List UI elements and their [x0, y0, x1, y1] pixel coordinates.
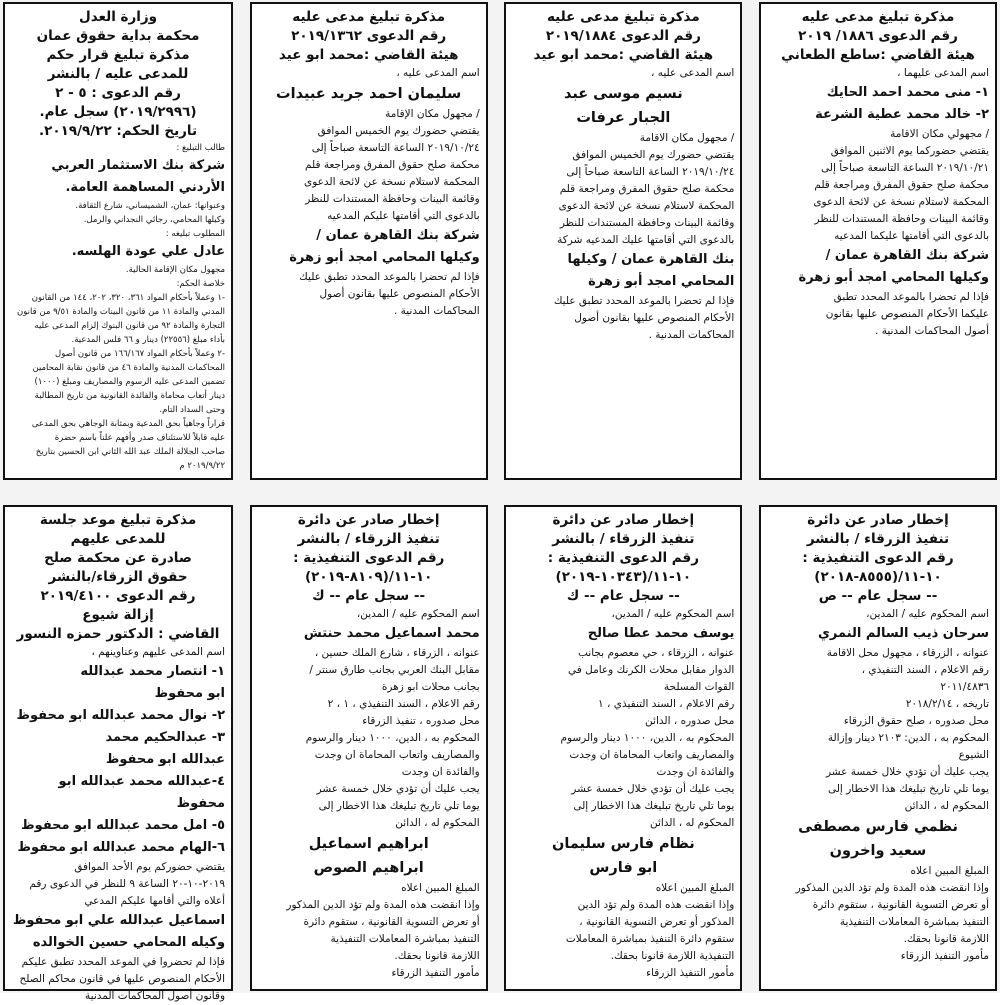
bottom-notice-0 [759, 505, 997, 991]
notice-line: التنفيذ بمباشرة المعاملات التنفيذية [839, 916, 989, 928]
notice-heading: تنفيذ الزرقاء / بالنشر [297, 531, 440, 547]
notice-line: الأحكام المنصوص عليها في قانون محاكم الصلح [19, 973, 226, 985]
notice-line: المحكوم له ، الدائن [649, 817, 735, 829]
notice-heading: حقوق الزرقاء/بالنشر [48, 569, 188, 585]
notice-line: اللازمة قانونا بحقك. [903, 933, 989, 945]
top-notices-row [0, 2, 1000, 480]
notice-line: اللازمة قانونا بحقك. [394, 950, 480, 962]
notice-line: محكمة صلح حقوق المفرق ومراجعة قلم [559, 183, 735, 195]
notice-heading: مذكرة تبليغ مدعى عليه [801, 9, 955, 25]
notice-line: يقتضي حضورك يوم الخميس الموافق [317, 125, 480, 137]
notice-name: ٦-الهام محمد عبدالله ابو محفوظ [17, 840, 226, 855]
notice-line: طالب التبليغ : [176, 143, 226, 153]
notice-line: مقابل البنك العربي بجانب طارق سنتر / [309, 664, 480, 676]
notice-line: المحاكمات المدنية . [393, 305, 480, 317]
notice-line: بالدعوى التي أقامتها عليكما المدعيه [834, 230, 989, 242]
notice-line: فإذا لم تحضرا بالموعد المحدد تطبق [833, 291, 989, 303]
notice-name: ١- انتصار محمد عبدالله [80, 664, 226, 679]
notice-line: المذكور أو تعرض التسوية القانونية ، [579, 916, 735, 928]
notice-name: سرحان ذيب السالم النمري [818, 626, 989, 641]
notice-name: ابراهيم اسماعيل [308, 836, 429, 852]
notice-heading: هيئة القاضي :محمد ابو عيد [533, 47, 714, 63]
notice-line: عنوانه ، الزرقاء ، شارع الملك حسين ، [314, 647, 480, 659]
notice-line: رقم الاعلام ، السند التنفيذي ، ١ [598, 698, 735, 710]
notice-name: ابو فارس [589, 860, 658, 876]
notice-heading: ١٠-١١/(٨١٠٩-٢٠١٩) [304, 569, 433, 585]
notice-heading: رقم الدعوى التنفيذية : [802, 550, 954, 566]
notice-name: نظمي فارس مصطفى [798, 819, 958, 835]
notice-line: ٢٠١٩/١٠/٢٤ الساعة التاسعة صباحاً إلى [311, 142, 480, 154]
notice-line: محل صدوره ، الدائن [645, 715, 735, 727]
notice-line: فإذا لم تحضروا في الموعد المحدد تطبق عليكم [21, 956, 226, 968]
notice-heading: تاريخ الحكم: ٢٠١٩/٩/٢٢. [39, 123, 198, 139]
notice-line: القوات المسلحة [663, 681, 735, 693]
notice-heading: القاضي : الدكتور حمزه النسور [16, 626, 220, 642]
notice-name: يوسف محمد عطا صالح [587, 626, 735, 641]
notice-line: رقم الاعلام ، السند التنفيذي ، [861, 664, 989, 676]
notice-heading: -- سجل عام -- ك [312, 588, 426, 604]
notice-heading: وزارة العدل [79, 9, 158, 25]
notice-line: اسم المحكوم عليه / المدين، [611, 608, 735, 620]
notice-name: عبدالله ابو محفوظ [105, 752, 226, 767]
notice-line: وقانون أصول المحاكمات المدنية [85, 990, 226, 1002]
notice-heading: مذكرة تبليغ مدعى عليه [292, 9, 446, 25]
notice-line: ٢٠١٩/١٠/٢٤ الساعة التاسعة صباحاً إلى [566, 166, 735, 178]
notice-name: بنك القاهرة عمان / وكيلها [567, 252, 735, 267]
notice-line: وقائمة البينات وحافظة المستندات للنظر [305, 193, 480, 205]
notice-line: بأداء مبلغ (٢٢٥٥٦) دينار و ٦٦ فلس المدعية. [71, 335, 226, 345]
notice-line: وقائمة البينات وحافظة المستندات للنظر [559, 217, 735, 229]
notice-name: وكيلها المحامي امجد أبو زهرة [798, 270, 989, 285]
notice-line: محل صدوره ، صلح حقوق الزرقاء [843, 715, 989, 727]
notice-name: ٤-عبدالله محمد عبدالله ابو محفوظ [58, 774, 226, 811]
notice-line: وإذا انقضت هذه المدة ولم تؤد الدين [577, 899, 735, 911]
notice-line: المحكمة لاستلام نسخة عن لائحة الدعوى [304, 176, 480, 188]
notice-line: / مجهول مكان الإقامة [385, 108, 480, 120]
notice-line: التجارة والمادة ٩٢ من قانون البنوك إلزام المدعى عليه [34, 321, 226, 331]
notice-name: ابراهيم الصوص [313, 860, 424, 876]
notice-line: الأحكام المنصوص عليها بقانون أصول [574, 312, 735, 324]
notice-line: المحكوم به ، الدين، ١٠٠٠ دينار والرسوم [560, 732, 735, 744]
notice-name: وكيله المحامي حسين الخوالده [32, 935, 226, 950]
notice-line: والفائدة ان وجدت [401, 766, 480, 778]
notice-name: اسماعيل عبدالله علي ابو محفوظ [12, 913, 226, 928]
notice-name: عادل علي عودة الهلسه. [71, 244, 226, 259]
notice-name: محمد اسماعيل محمد حنتش [303, 626, 480, 641]
top-notice-2 [250, 2, 488, 480]
notice-heading: مذكرة تبليغ قرار حكم [46, 47, 190, 63]
notice-line: أو تعرض التسوية القانونية ، ستقوم دائرة [812, 899, 989, 911]
top-notice-3 [3, 2, 233, 480]
notice-line: اسم المدعى عليه ، [396, 67, 480, 79]
notice-line: دينار أتعاب محاماة والفائدة القانونية من تاريخ المطالبة [34, 391, 226, 401]
notice-heading: مذكرة تبليغ موعد جلسة [39, 512, 197, 528]
notice-line: وإذا انقضت هذه المدة ولم تؤد الدين المذكور [795, 882, 989, 894]
notice-line: الأحكام المنصوص عليها بقانون أصول [319, 288, 480, 300]
notice-line: المحكمة لاستلام نسخة عن لائحة الدعوى [813, 196, 989, 208]
top-notice-0 [759, 2, 997, 480]
notice-line: يقتضي حضورك يوم الخميس الموافق [572, 149, 735, 161]
notice-name: شركة بنك القاهرة عمان / [825, 248, 989, 263]
notice-line: المبلغ المبين اعلاه [655, 882, 735, 894]
notice-line: مأمور التنفيذ الزرقاء [900, 950, 989, 962]
notice-heading: -- سجل عام -- ك [566, 588, 680, 604]
notice-line: محكمة صلح حقوق المفرق ومراجعة قلم [814, 179, 989, 191]
notice-line: والفائدة ان وجدت [656, 766, 735, 778]
notice-line: بالدعوى التي أقامتها عليك المدعيه شركة [557, 234, 735, 246]
notice-line: رقم الاعلام ، السند التنفيذي ، ١ ، ٢ [327, 698, 480, 710]
notice-heading: هيئة القاضي :ساطع الطعاني [781, 47, 975, 63]
notice-heading: رقم الدعوى : ٥ - ٢ [55, 85, 181, 101]
notice-heading: محكمة بداية حقوق عمان [36, 28, 200, 44]
notice-line: قراراً وجاهياً بحق المدعية وبمثابة الوجاهي بحق المدعى [31, 419, 226, 429]
notice-line: بالدعوى التي أقامتها عليكم المدعيه [327, 210, 480, 222]
notice-name: الجبار عرفات [576, 110, 671, 126]
notice-heading: رقم الدعوى التنفيذية : [293, 550, 445, 566]
notice-heading: مذكرة تبليغ مدعى عليه [546, 9, 700, 25]
notice-line: التنفيذ بمباشرة المعاملات التنفيذية [330, 933, 480, 945]
notice-heading: رقم الدعوى التنفيذية : [547, 550, 699, 566]
notice-heading: رقم الدعوى ٢٠١٩/١٣٦٢ [291, 28, 447, 44]
notice-line: الدوار مقابل محلات الكرنك وعامل في [568, 664, 735, 676]
notice-heading: رقم الدعوى ٢٠١٩/١٨٨٤ [545, 28, 701, 44]
notice-name: نسيم موسى عبد [563, 86, 683, 102]
notice-line: المحكوم به ، الدين: ٢١٠٣ دينار وإزالة [827, 732, 989, 744]
notice-line: محكمة صلح حقوق المفرق ومراجعة قلم [305, 159, 480, 171]
notice-name: ابو محفوظ [154, 686, 226, 701]
notice-line: فإذا لم تحضرا بالموعد المحدد تطبق عليك [299, 271, 480, 283]
notice-heading: إخطار صادر عن دائرة [297, 512, 440, 528]
notice-line: اسم المحكوم عليه / المدين، [356, 608, 480, 620]
notice-line: عليكما الأحكام المنصوص عليها بقانون [825, 308, 989, 320]
notice-name: شركة بنك الاستثمار العربي [51, 158, 226, 173]
notice-heading: إخطار صادر عن دائرة [807, 512, 949, 528]
notice-line: المحكوم له ، الدائن [395, 817, 480, 829]
notice-line: مأمور التنفيذ الزرقاء [646, 967, 735, 979]
notice-line: التنفيذية اللازمة قانونا بحقك. [610, 950, 735, 962]
notice-line: المحكوم به ، الدين، ١٠٠٠ دينار والرسوم [305, 732, 480, 744]
notice-line: المحاكمات المدنية . [648, 329, 735, 341]
notice-name: ١- منى محمد احمد الحايك [826, 85, 989, 100]
notice-line: فإذا لم تحضرا بالموعد المحدد تطبق عليك [553, 295, 735, 307]
notice-line: وكيلها المحامي، رجائي النجداني والرمل. [83, 215, 226, 225]
notice-line: أعلاه والتي أقامها عليكم المدعي [84, 895, 226, 907]
notice-heading: للمدعى عليهم [70, 531, 166, 547]
notice-line: اسم المحكوم عليه / المدين، [866, 608, 989, 620]
notice-line: المبلغ المبين اعلاه [910, 865, 989, 877]
notice-name: سعيد واخرون [829, 843, 927, 859]
notice-name: ٢- نوال محمد عبدالله ابو محفوظ [16, 708, 226, 723]
notice-line: خلاصة الحكم: [176, 279, 226, 289]
notice-line: الشيوع [958, 749, 989, 761]
notice-line: وقائمة البينات وحافظة المستندات للنظر [814, 213, 989, 225]
notice-line: يقتضي حضوركما يوم الاثنين الموافق [830, 145, 989, 157]
notice-line: المحكوم له ، الدائن [904, 800, 989, 812]
notice-heading: (٢٠١٩/٢٩٩٦) سجل عام. [39, 104, 197, 120]
notice-line: وحتى السداد التام. [159, 405, 226, 415]
notice-name: الأردني المساهمة العامة. [65, 180, 226, 195]
notice-name: ٢- خالد محمد عطية الشرعة [815, 107, 989, 122]
notice-line: بجانب محلات ابو زهرة [381, 681, 480, 693]
notice-heading: للمدعى عليه / بالنشر [47, 66, 189, 82]
notice-line: ٢٠١٩/٩/٢٢ م [179, 461, 226, 471]
notice-line: عنوانه ، الزرقاء ، حي معصوم بجانب [577, 647, 735, 659]
notice-line: وإذا انقضت هذه المدة ولم تؤد الدين المذكور [286, 899, 480, 911]
notice-name: سليمان احمد جريد عبيدات [276, 86, 462, 102]
notice-name: ٣- عبدالحكيم محمد [105, 730, 226, 745]
notice-line: اسم المدعى عليهما ، [897, 67, 989, 79]
notice-line: المدني والمادة ١١ من قانون البينات والمادة ٩/٥١ من قانون [17, 307, 226, 317]
notice-heading: تنفيذ الزرقاء / بالنشر [552, 531, 695, 547]
bottom-notice-1 [504, 505, 742, 991]
notice-line: عليه قابلاً للاستئناف صدر وأفهم علناً باسم حضرة [54, 433, 226, 443]
notice-line: وعنوانها: عمان، الشميساني، شارع الثقافة. [75, 201, 226, 211]
notice-heading: إزالة شيوع [82, 607, 154, 623]
bottom-notices-row [0, 505, 1000, 1002]
notice-line: / مجهولي مكان الاقامة [890, 128, 989, 140]
notice-heading: -- سجل عام -- ص [818, 588, 938, 604]
notice-line: أو تعرض التسوية القانونية ، ستقوم دائرة [303, 916, 480, 928]
notice-line: أصول المحاكمات المدنية . [875, 325, 989, 337]
notice-line: المحاكمات المدنية والمادة ٤٦ من قانون نقابة المحامين [32, 363, 226, 373]
notice-name: وكيلها المحامي امجد أبو زهرة [289, 250, 480, 265]
notice-line: صاحب الجلالة الملك عبد الله الثاني ابن الحسين بتاريخ [35, 447, 226, 457]
notice-line: / مجهول مكان الاقامة [639, 132, 735, 144]
notice-line: والمصاريف واتعاب المحاماة ان وجدت [569, 749, 735, 761]
bottom-notice-3 [3, 505, 233, 1002]
notice-line: يجب عليك أن تؤدي خلال خمسة عشر [316, 783, 480, 795]
notice-heading: صادرة عن محكمة صلح [44, 550, 192, 566]
notice-line: المحكمة لاستلام نسخة عن لائحة الدعوى [558, 200, 735, 212]
notice-heading: ١٠-١١/(٨٥٥٥-٢٠١٨) [814, 569, 942, 585]
notice-name: شركة بنك القاهرة عمان / [316, 228, 480, 243]
notice-line: محل صدوره ، تنفيذ الزرقاء [362, 715, 480, 727]
notice-name: نظام فارس سليمان [552, 836, 695, 852]
notice-line: تضمين المدعى عليه الرسوم والمصاريف ومبلغ (١٠٠٠) [34, 377, 226, 387]
notice-line: المطلوب تبليغه : [165, 229, 226, 239]
notice-line: -١ وعملاً بأحكام المواد ٣٦١، ٣٢٠، ٢٠٢، ١٤٤ من القانون [31, 293, 226, 303]
notice-line: يجب عليك أن تؤدي خلال خمسة عشر [825, 766, 989, 778]
bottom-notice-2 [250, 505, 488, 991]
notice-line: -٢ وعملاً بأحكام المواد ١٦٦/١٦٧ من قانون أصول [55, 349, 226, 359]
notice-line: يجب عليك أن تؤدي خلال خمسة عشر [571, 783, 735, 795]
notice-name: ٥- امل محمد عبدالله ابو محفوظ [21, 818, 226, 833]
notice-name: المحامي امجد أبو زهرة [588, 274, 735, 289]
page-gap [0, 484, 1000, 502]
notice-line: اسم المدعى عليه ، [650, 67, 735, 79]
notice-line: عنوانه ، الزرقاء ، مجهول محل الاقامة [826, 647, 989, 659]
notice-line: اسم المدعى عليهم وعناوينهم ، [91, 646, 226, 658]
notice-line: المبلغ المبين اعلاه [401, 882, 480, 894]
notice-line: ستقوم دائرة التنفيذ بمباشرة المعاملات [565, 933, 735, 945]
notice-line: والمصاريف واتعاب المحاماة ان وجدت [314, 749, 480, 761]
notice-heading: رقم الدعوى ١٨٨٦/ ٢٠١٩ [798, 28, 958, 44]
notice-line: تاريخه ، ٢٠١٨/٢/١٤ [905, 698, 989, 710]
notice-line: يقتضي حضوركم يوم الأحد الموافق [74, 861, 226, 873]
top-notice-1 [504, 2, 742, 480]
notice-line: يوما تلي تاريخ تبليغك هذا الاخطار إلى [318, 800, 480, 812]
notice-line: مأمور التنفيذ الزرقاء [391, 967, 480, 979]
notice-line: مجهول مكان الإقامة الحالية. [125, 265, 226, 275]
notice-heading: إخطار صادر عن دائرة [552, 512, 695, 528]
notice-line: يوما تلي تاريخ تبليغك هذا الاخطار إلى [827, 783, 989, 795]
notice-heading: رقم الدعوى ٢٠١٩/٤١٠٠ [40, 588, 196, 604]
notice-heading: ١٠-١١/(١٠٣٤٣-٢٠١٩) [555, 569, 692, 585]
notice-line: ٢٠١٩-١٠-٢٠ الساعة ٩ للنظر في الدعوى رقم [29, 878, 226, 890]
notice-heading: هيئة القاضي :محمد ابو عيد [278, 47, 459, 63]
notice-heading: تنفيذ الزرقاء / بالنشر [806, 531, 950, 547]
notice-line: ٢٠١١/٤٨٣٦ [940, 681, 989, 693]
notice-line: ٢٠١٩/١٠/٢١ الساعة التاسعة صباحاً إلى [821, 162, 989, 174]
notice-line: يوما تلي تاريخ تبليغك هذا الاخطار إلى [573, 800, 735, 812]
